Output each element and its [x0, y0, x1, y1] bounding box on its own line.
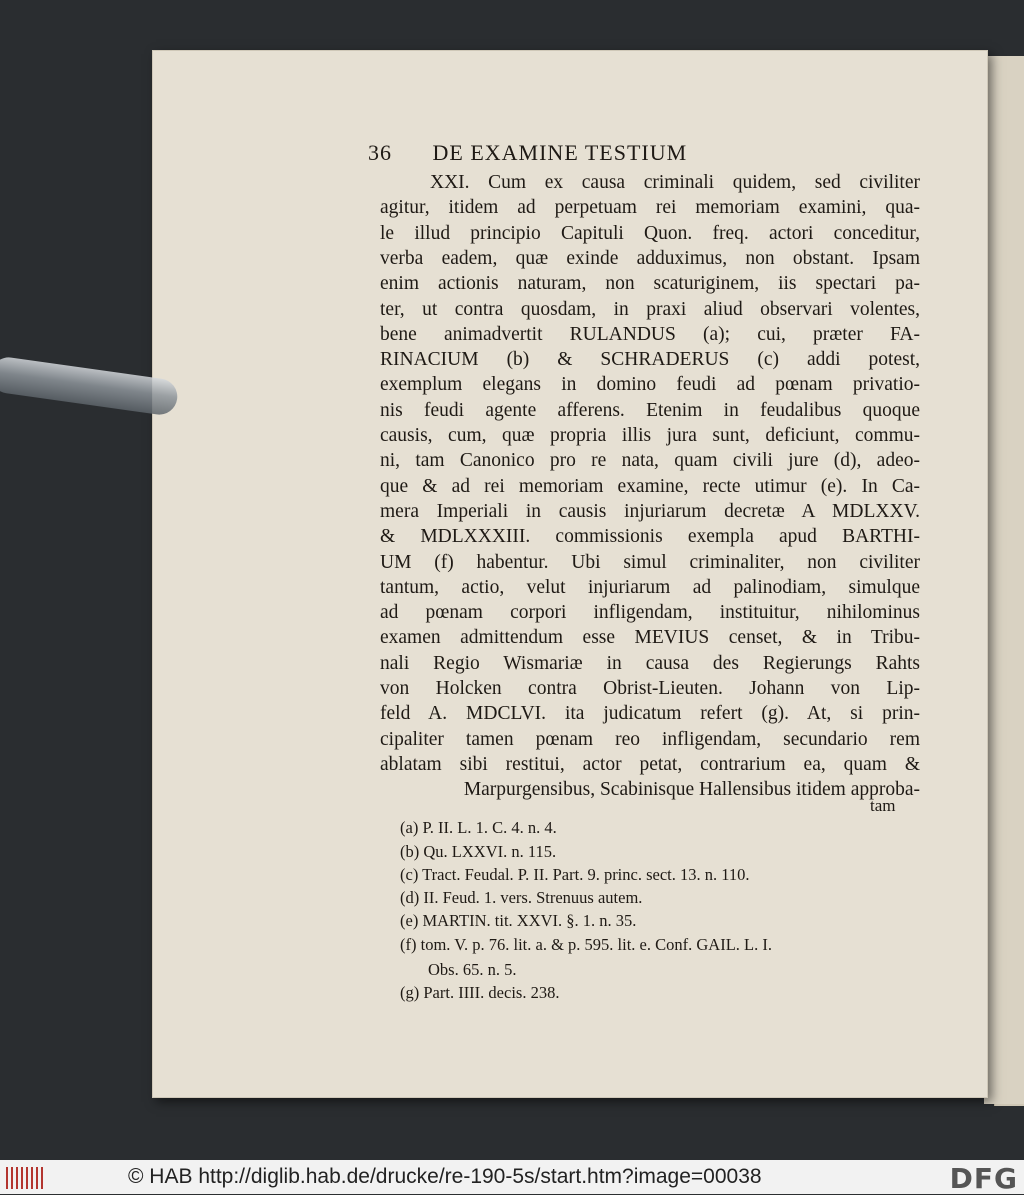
- text-line: tantum, actio, velut injuriarum ad palinodiam, simulque: [380, 576, 920, 598]
- text-line: nis feudi agente afferens. Etenim in feudalibus quoque: [380, 399, 920, 421]
- text-line: examen admittendum esse MEVIUS censet, & in Tribu-: [380, 627, 920, 649]
- text-line: von Holcken contra Obrist-Lieuten. Johann von Lip-: [380, 678, 920, 699]
- text-line: ablatam sibi restitui, actor petat, contrarium ea, quam &: [380, 753, 920, 775]
- footnote: (f) tom. V. p. 76. lit. a. & p. 595. lit. e. Conf. GAIL. L. I.: [400, 935, 772, 954]
- text-line: feld A. MDCLVI. ita judicatum refert (g). At, si prin-: [380, 703, 920, 725]
- page-stack-edge: [984, 56, 1024, 1104]
- text-line: XXI. Cum ex causa criminali quidem, sed civiliter: [430, 172, 920, 193]
- text-line: bene animadvertit RULANDUS (a); cui, præter FA-: [380, 323, 920, 345]
- footnote: (g) Part. IIII. decis. 238.: [400, 983, 560, 1002]
- text-line: UM (f) habentur. Ubi simul criminaliter, non civiliter: [380, 551, 920, 573]
- page-number: 36: [368, 140, 392, 165]
- text-line: ter, ut contra quosdam, in praxi aliud observari volentes,: [380, 298, 920, 320]
- text-line: que & ad rei memoriam examine, recte utimur (e). In Ca-: [380, 475, 920, 497]
- footnote: (b) Qu. LXXVI. n. 115.: [400, 842, 557, 861]
- running-header: [368, 140, 687, 166]
- footnote: (e) MARTIN. tit. XXVI. §. 1. n. 35.: [400, 911, 637, 930]
- text-line: ni, tam Canonico pro re nata, quam civili jure (d), adeo-: [380, 450, 920, 472]
- text-line: cipaliter tamen pœnam reo infligendam, secundario rem: [380, 728, 920, 750]
- hab-barcode-icon: [6, 1167, 46, 1189]
- page-clip-rod: [0, 300, 175, 480]
- footnote: Obs. 65. n. 5.: [428, 960, 517, 979]
- copyright-link[interactable]: © HAB http://diglib.hab.de/drucke/re-190-5s/start.htm?image=00038: [128, 1165, 762, 1188]
- footer-bar: [0, 1160, 1024, 1194]
- footnote: (a) P. II. L. 1. C. 4. n. 4.: [400, 818, 557, 837]
- text-line: causis, cum, quæ propria illis jura sunt, deficiunt, commu-: [380, 425, 920, 446]
- dfg-logo: DFG: [949, 1162, 1018, 1195]
- text-line: ad pœnam corpori infligendam, instituitur, nihilominus: [380, 602, 920, 624]
- text-line: Marpurgensibus, Scabinisque Hallensibus itidem approba-: [463, 779, 920, 801]
- text-line: exemplum elegans in domino feudi ad pœnam privatio-: [380, 374, 920, 396]
- text-line: agitur, itidem ad perpetuam rei memoriam examini, qua-: [380, 197, 920, 219]
- text-line: RINACIUM (b) & SCHRADERUS (c) addi potest,: [380, 349, 920, 371]
- footnote: (d) II. Feud. 1. vers. Strenuus autem.: [400, 888, 643, 907]
- text-line: mera Imperiali in causis injuriarum decretæ A MDLXXV.: [380, 500, 920, 522]
- text-line: nali Regio Wismariæ in causa des Regierungs Rahts: [380, 652, 920, 674]
- text-line: le illud principio Capituli Quon. freq. actori conceditur,: [380, 222, 920, 244]
- text-line: & MDLXXXIII. commissionis exempla apud BARTHI-: [380, 526, 920, 548]
- catchword: tam: [870, 796, 896, 815]
- text-line: enim actionis naturam, non scaturiginem, iis spectari pa-: [380, 273, 920, 295]
- text-line: verba eadem, quæ exinde adduximus, non obstant. Ipsam: [380, 247, 920, 269]
- footnote: (c) Tract. Feudal. P. II. Part. 9. princ. sect. 13. n. 110.: [400, 865, 750, 884]
- running-title: DE EXAMINE TESTIUM: [432, 140, 688, 165]
